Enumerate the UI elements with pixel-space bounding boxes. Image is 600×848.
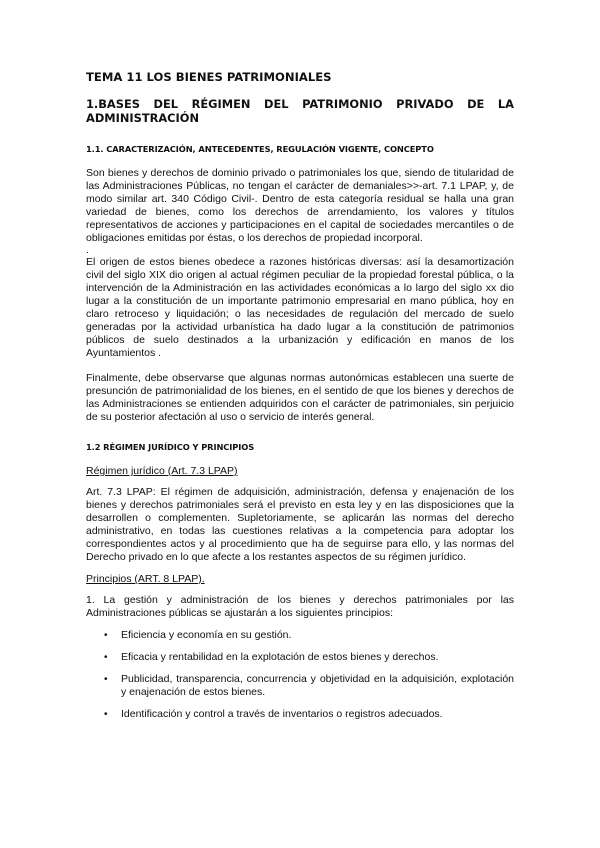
- subsection-title-1-2: 1.2 RÉGIMEN JURÍDICO Y PRINCIPIOS: [86, 442, 255, 452]
- paragraph-art-7-3: Art. 7.3 LPAP: El régimen de adquisición, administración, defensa y enajenación de los bienes y derechos patrimoniales será el previsto en esta ley y en las disposiciones que la desarrollen o complementen. Supletoriamente, se aplicarán las normas del derecho administrativo, en todas las cuestiones relativas a la competencia para adoptar los correspondientes actos y al procedimiento que ha de seguirse para ello, y las normas del Derecho privado en lo que afecte a los restantes aspectos de su régimen jurídico.: [86, 486, 514, 563]
- list-item: • Identificación y control a través de inventarios o registros adecuados.: [104, 708, 443, 720]
- list-item: • Eficiencia y economía en su gestión.: [104, 629, 292, 641]
- bullet-icon: •: [104, 709, 108, 720]
- list-item: • Publicidad, transparencia, concurrencia y objetividad en la adquisición, explotación y enajenación de estos bienes.: [104, 673, 514, 698]
- bullet-icon: •: [104, 674, 108, 685]
- bullet-icon: •: [104, 630, 108, 641]
- stray-dot: .: [86, 244, 89, 256]
- document-title: TEMA 11 LOS BIENES PATRIMONIALES: [86, 70, 332, 84]
- bullet-icon: •: [104, 652, 108, 663]
- list-item: • Eficacia y rentabilidad en la explotación de estos bienes y derechos.: [104, 651, 439, 663]
- paragraph-origin: El origen de estos bienes obedece a razones históricas diversas: así la desamortización civil del siglo XIX dio origen al actual régimen peculiar de la propiedad forestal pública, o la intervención de la Administración en las actividades económicas a lo largo del siglo xx dio lugar a la constitución de un importante patrimonio empresarial en mano pública, hoy en claro retroceso y liquidación; o las necesidades de regulación del mercado de suelo generadas por la actividad urbanística ha dado lugar a la constitución de patrimonios públicos de suelo destinados a la urbanización y edificación en manos de los Ayuntamientos .: [86, 256, 514, 359]
- paragraph-presumption: Finalmente, debe observarse que algunas normas autonómicas establecen una suerte de presunción de patrimonialidad de los bienes, en el sentido de que los bienes y derechos de las Administraciones se entienden adquiridos con el carácter de patrimoniales, sin perjuicio de su posterior afectación al uso o servicio de interés general.: [86, 372, 514, 423]
- principios-heading: Principios (ART. 8 LPAP).: [86, 573, 205, 585]
- section-title: 1.BASES DEL RÉGIMEN DEL PATRIMONIO PRIVADO DE LA ADMINISTRACIÓN: [86, 97, 514, 125]
- paragraph-definition: Son bienes y derechos de dominio privado o patrimoniales los que, siendo de titularidad de las Administraciones Públicas, no tengan el carácter de demaniales>>-art. 7.1 LPAP, y, de modo similar art. 340 Código Civil-. Dentro de esta categoría residual se halla una gran variedad de bienes, como los derechos de arrendamiento, los valores y títulos representativos de acciones y participaciones en el capital de sociedades mercantiles o de obligaciones emitidas por éstas, o los derechos de propiedad incorporal.: [86, 167, 514, 244]
- paragraph-principles-intro: 1. La gestión y administración de los bienes y derechos patrimoniales por las Administraciones públicas se ajustarán a los siguientes principios:: [86, 594, 514, 619]
- principles-list: [86, 629, 514, 721]
- regimen-juridico-heading: Régimen jurídico (Art. 7.3 LPAP): [86, 465, 238, 477]
- document-page: [86, 70, 514, 730]
- subsection-title-1-1: 1.1. CARACTERIZACIÓN, ANTECEDENTES, REGULACIÓN VIGENTE, CONCEPTO: [86, 144, 434, 154]
